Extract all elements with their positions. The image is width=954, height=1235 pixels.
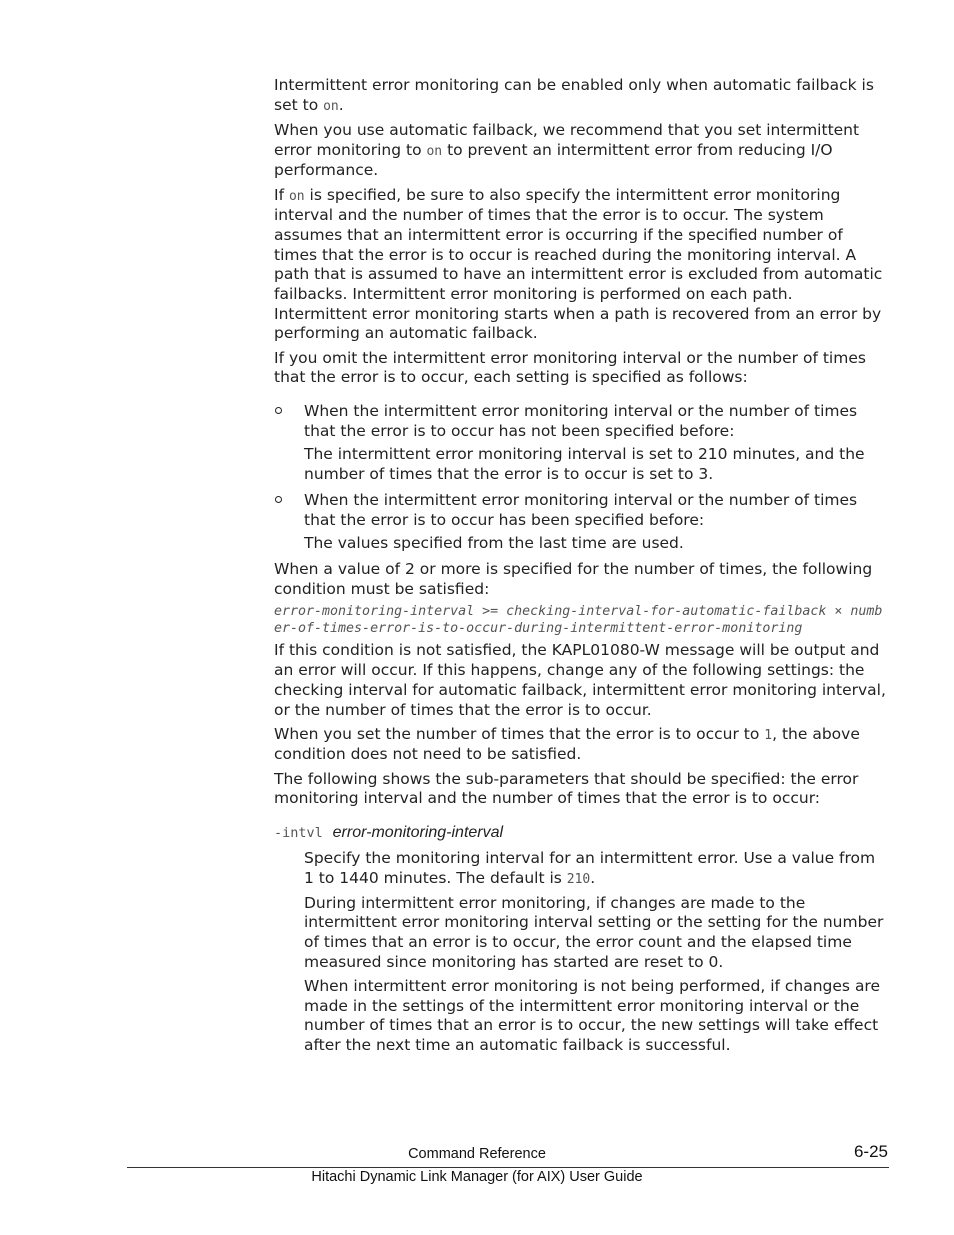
inline-code: 1 bbox=[764, 727, 773, 743]
main-content bbox=[274, 76, 888, 1060]
paragraph-on-specified bbox=[274, 186, 888, 345]
circle-bullet-icon bbox=[275, 407, 282, 414]
text: When you set the number of times that the error is to occur to bbox=[274, 724, 765, 743]
circle-bullet-icon bbox=[275, 496, 282, 503]
bullet-detail: The values specified from the last time are used. bbox=[304, 534, 684, 553]
paragraph-condition-intro: When a value of 2 or more is specified for the number of times, the following condition must be satisfied: bbox=[274, 559, 873, 598]
paragraph-interval-range bbox=[304, 849, 888, 889]
list-item bbox=[274, 491, 888, 554]
footer-section-title: Command Reference bbox=[408, 1146, 546, 1162]
bullet-detail: The intermittent error monitoring interval is set to 210 minutes, and the number of times that the error is to occur is set to 3. bbox=[304, 445, 865, 484]
text: . bbox=[338, 95, 344, 114]
paragraph-not-performed: When intermittent error monitoring is not being performed, if changes are made in the settings of the intermittent error monitoring interval or the number of times that an error is to occur, the new settings will take effect after the next time an automatic failback is successful. bbox=[304, 977, 881, 1055]
parameter-description bbox=[274, 849, 888, 1056]
inline-code: on bbox=[426, 143, 443, 159]
parameter-heading bbox=[274, 823, 888, 844]
parameter-name: error-monitoring-interval bbox=[332, 824, 504, 842]
inline-code: on bbox=[323, 98, 339, 114]
paragraph-condition-not-satisfied: If this condition is not satisfied, the KAPL01080-W message will be output and an error will occur. If this happens, change any of the following settings: the checking interval for automatic failback, intermittent error monitoring interval, or the number of times that the error is to occur. bbox=[274, 641, 886, 719]
paragraph-times-one bbox=[274, 725, 888, 765]
bullet-title: When the intermittent error monitoring interval or the number of times that the error is to occur has been specified before: bbox=[304, 490, 858, 529]
condition-formula: error-monitoring-interval >= checking-interval-for-automatic-failback × number-of-times-error-is-to-occur-during-intermittent-error-monitoring bbox=[274, 603, 883, 636]
inline-code: on bbox=[288, 188, 305, 204]
text: When you use automatic failback, we recommend that you set intermittent error monitoring to bbox=[274, 120, 860, 159]
inline-code: 210 bbox=[566, 871, 591, 887]
text: to prevent an intermittent error from reducing I/O performance. bbox=[274, 140, 833, 180]
paragraph-during-monitoring: During intermittent error monitoring, if changes are made to the intermittent error monitoring interval setting or the setting for the number of times that an error is to occur, the error count and the elapsed time measured since monitoring has started are reset to 0. bbox=[304, 893, 884, 971]
settings-bullet-list bbox=[274, 402, 888, 554]
text: , the above condition does not need to be satisfied. bbox=[274, 724, 860, 764]
paragraph-omit-settings: If you omit the intermittent error monitoring interval or the number of times that the error is to occur, each setting is specified as follows: bbox=[274, 348, 866, 387]
text: Intermittent error monitoring can be enabled only when automatic failback is set to bbox=[274, 76, 874, 114]
footer-guide-title: Hitachi Dynamic Link Manager (for AIX) User Guide bbox=[311, 1169, 643, 1185]
text: is specified, be sure to also specify the intermittent error monitoring interval and the number of times that the error is to occur. The system assumes that an intermittent error is occurring if the specified number of times that the error is to occur is reached during the monitoring interval. A path that is assumed to have an intermittent error is excluded from automatic failbacks. Intermittent error monitoring is performed on each path. Intermittent error monitoring starts when a path is recovered from an error by performing an automatic failback. bbox=[274, 185, 883, 343]
page-number: 6-25 bbox=[853, 1142, 888, 1161]
paragraph-recommendation bbox=[274, 121, 888, 181]
paragraph-enable-condition bbox=[274, 76, 888, 116]
text: If bbox=[274, 185, 289, 204]
list-item bbox=[274, 402, 888, 485]
bullet-title: When the intermittent error monitoring interval or the number of times that the error is to occur has not been specified before: bbox=[304, 402, 858, 440]
text: . bbox=[590, 868, 596, 887]
parameter-flag: -intvl bbox=[274, 825, 323, 842]
text: Specify the monitoring interval for an intermittent error. Use a value from 1 to 1440 minutes. The default is bbox=[304, 848, 876, 887]
paragraph-subparameters: The following shows the sub-parameters that should be specified: the error monitoring interval and the number of times that the error is to occur: bbox=[274, 769, 859, 808]
footer-divider bbox=[127, 1167, 889, 1168]
